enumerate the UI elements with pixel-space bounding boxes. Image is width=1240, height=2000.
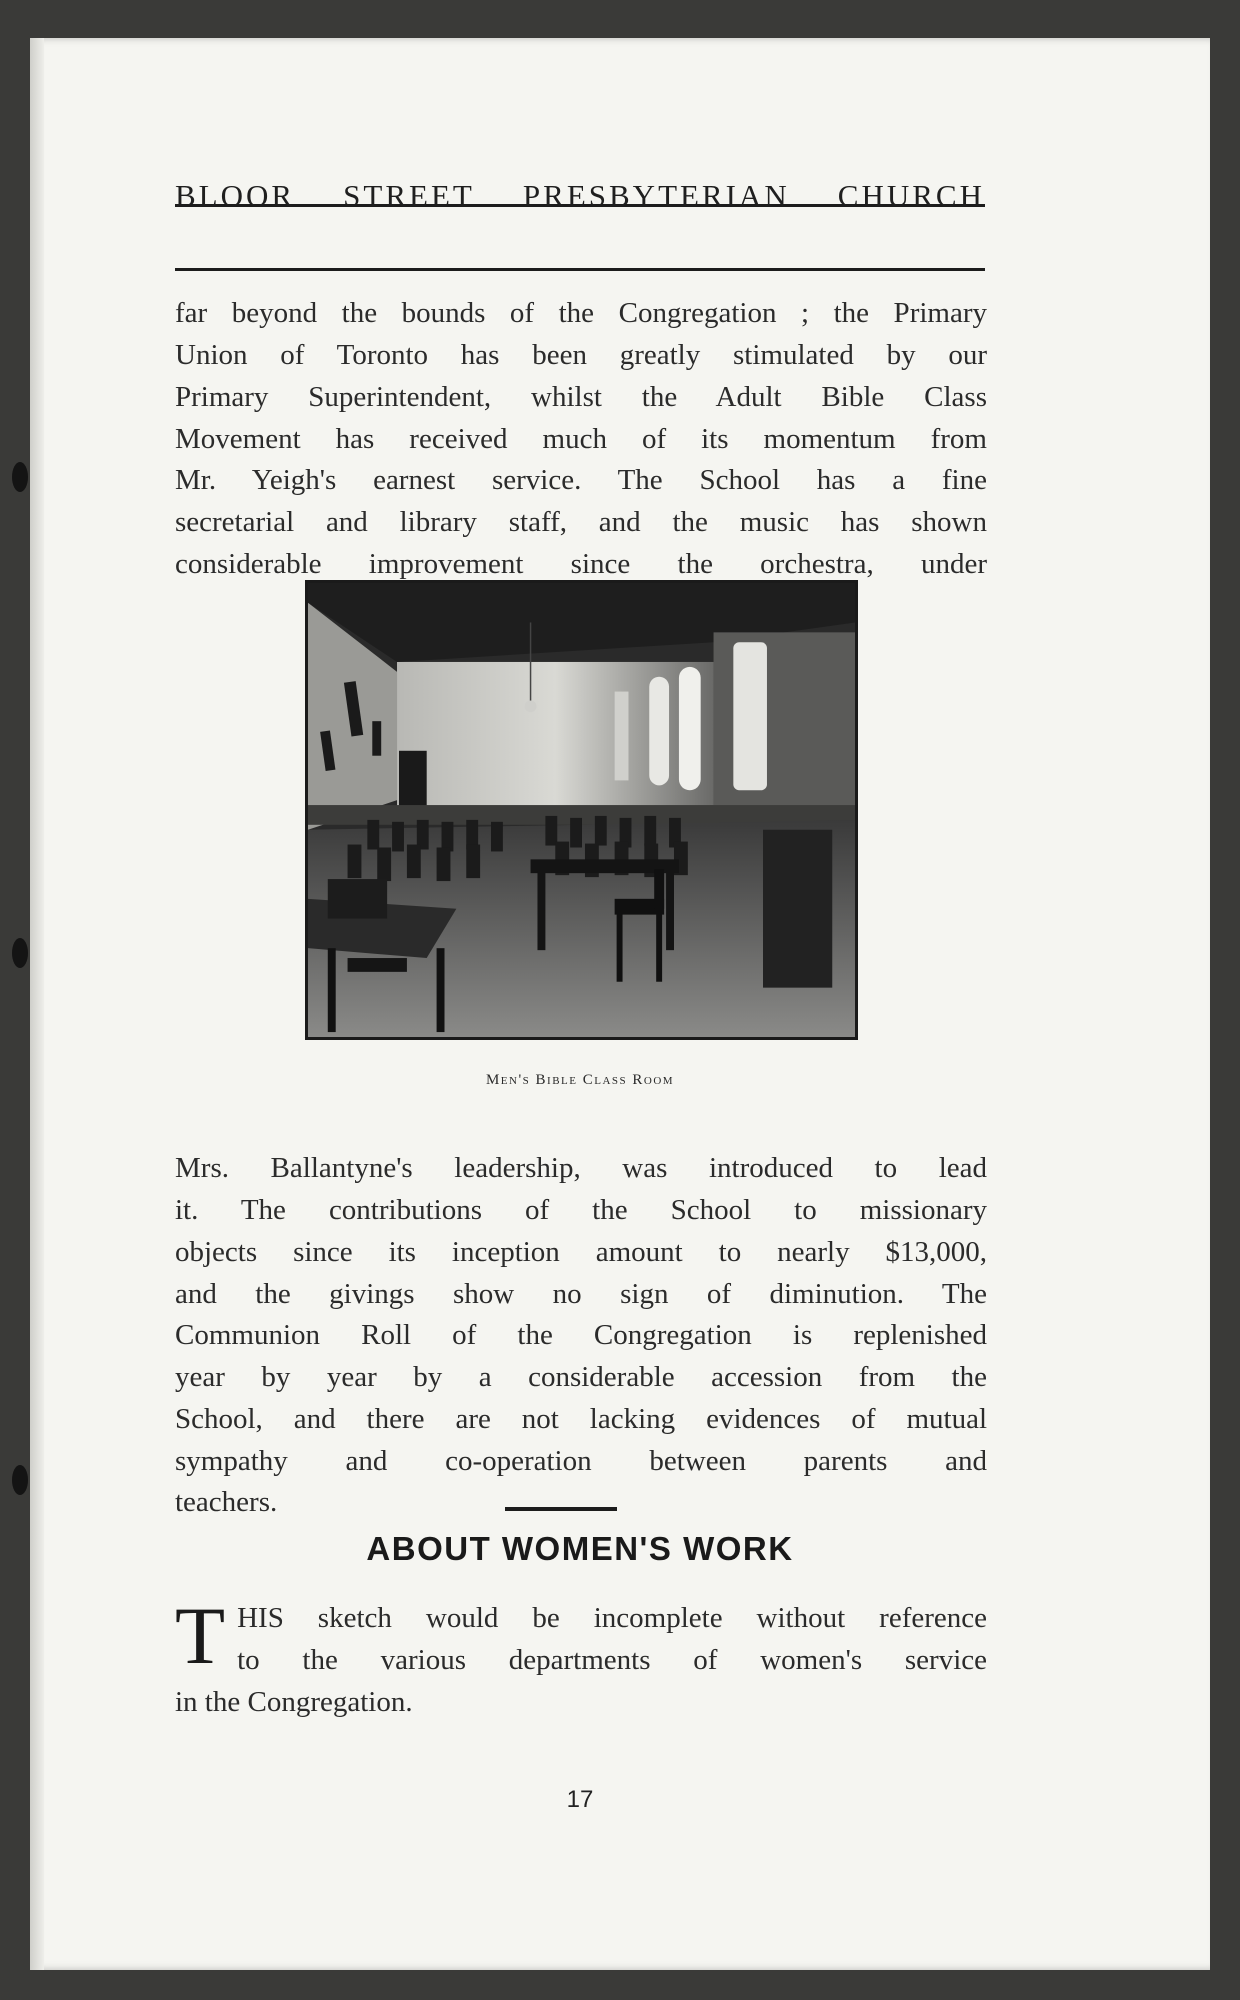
text-line: objects since its inception amount to nearly $13,000, bbox=[175, 1236, 987, 1268]
section-paragraph bbox=[175, 1590, 987, 1723]
text-line: Movement has received much of its momentum from bbox=[175, 423, 987, 455]
text-line: teachers. bbox=[175, 1486, 278, 1518]
text-line: HIS sketch would be incomplete without reference bbox=[237, 1602, 987, 1634]
drop-cap: T bbox=[175, 1590, 226, 1681]
text-line: and the givings show no sign of diminution. The bbox=[175, 1278, 987, 1310]
section-divider bbox=[505, 1507, 617, 1511]
bible-class-room-photo bbox=[305, 580, 858, 1040]
binding-hole-top bbox=[12, 462, 28, 492]
text-line: it. The contributions of the School to missionary bbox=[175, 1194, 987, 1226]
text-line: sympathy and co-operation between parents and bbox=[175, 1445, 987, 1477]
running-head-word: PRESBYTERIAN bbox=[522, 178, 790, 213]
figure-caption: Men's Bible Class Room bbox=[485, 1072, 675, 1088]
header-rule-bottom bbox=[175, 268, 985, 271]
binding-hole-bottom bbox=[12, 1465, 28, 1495]
running-head bbox=[175, 178, 985, 214]
text-line: Primary Superintendent, whilst the Adult Bible Class bbox=[175, 381, 987, 413]
text-line: School, and there are not lacking evidences of mutual bbox=[175, 1403, 987, 1435]
text-line: to the various departments of women's service bbox=[237, 1643, 987, 1676]
binding-hole-middle bbox=[12, 938, 28, 968]
text-line: Mrs. Ballantyne's leadership, was introduced to lead bbox=[175, 1152, 987, 1184]
text-line: secretarial and library staff, and the music has shown bbox=[175, 506, 987, 538]
section-title: ABOUT WOMEN'S WORK bbox=[366, 1530, 794, 1567]
text-line: far beyond the bounds of the Congregation ; the Primary bbox=[175, 297, 987, 329]
running-head-word: BLOOR bbox=[175, 178, 296, 213]
running-head-word: STREET bbox=[343, 178, 475, 213]
text-line: Communion Roll of the Congregation is replenished bbox=[175, 1319, 987, 1351]
text-line: in the Congregation. bbox=[175, 1685, 413, 1718]
text-line: considerable improvement since the orchestra, under bbox=[175, 548, 987, 580]
page-gutter bbox=[30, 38, 44, 1970]
page-number: 17 bbox=[566, 1786, 594, 1813]
running-head-word: CHURCH bbox=[837, 178, 985, 213]
text-line: year by year by a considerable accession from the bbox=[175, 1361, 987, 1393]
text-line: Mr. Yeigh's earnest service. The School has a fine bbox=[175, 464, 987, 496]
text-line: Union of Toronto has been greatly stimulated by our bbox=[175, 339, 987, 371]
